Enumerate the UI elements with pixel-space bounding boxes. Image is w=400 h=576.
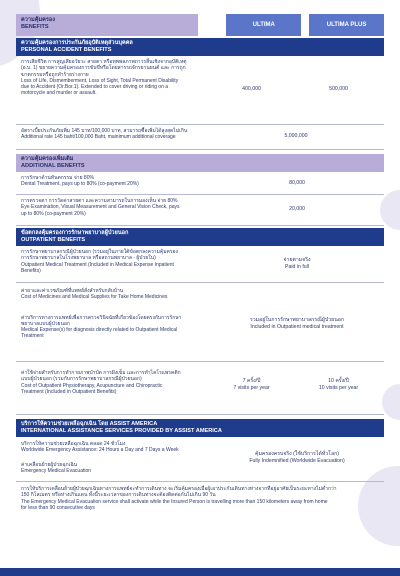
value-en: 10 visits per year xyxy=(318,384,359,391)
value-th: รวมอยู่ในการรักษาพยาบาลกรณีผู้ป่วยนอก xyxy=(249,317,345,323)
desc-line: ค่ายาและค่าเวชภัณฑ์ที่แพทย์สั่งสำหรับกลับบ้าน xyxy=(21,288,124,294)
desc-line: ฆาตกรรมหรือถูกทำร้ายร่างกาย xyxy=(21,71,89,78)
desc-line: ค่าใช้จ่ายสำหรับการทำกายภาพบำบัด การฝังเข็ม และการทำไคโรแพรคติก xyxy=(21,370,181,376)
shared-value xyxy=(222,317,372,330)
shared-value xyxy=(232,451,362,464)
desc-line: Additional rate 145 baht/100,000 Baht, mainimum additional coverage xyxy=(21,134,176,141)
value-th: คุ้มครองครบจริง (ใช้บริการได้ทั่วโลก) xyxy=(255,451,339,457)
table-row-outpatient-treatment xyxy=(16,246,384,283)
footer-bar xyxy=(0,568,400,576)
desc-line: for less than 90 consecutive days xyxy=(21,504,95,511)
desc-line: up to 80% (co-payment 20%) xyxy=(21,210,86,217)
desc-line: (อ.บ. 1) ขยายความคุ้มครองการขับขี่หรือโดยสารรถจักรยานยนต์ และ การถูก xyxy=(21,65,186,72)
desc-line: motorcycle and murder or assault. xyxy=(21,90,97,97)
desc-line: พยาบาลแบบผู้ป่วยนอก xyxy=(21,320,70,327)
table-row-additional-rate xyxy=(16,125,384,150)
desc-line: Worldwide Emergency Assistance: 24 Hours a Day and 7 Days a Week xyxy=(21,447,179,454)
desc-line: Benefits) xyxy=(21,267,41,274)
section-additional-benefits xyxy=(16,154,384,172)
value-en: Included in Outpatient medical treatment xyxy=(250,323,344,330)
desc-line: การรักษาพยาบาลในโรงพยาบาล หรือสถานพยาบาล - ผู้ป่วยใน) xyxy=(21,255,156,262)
section-title-en: INTERNATIONAL ASSISTANCE SERVICES PROVIDED BY ASSIST AMERICA xyxy=(21,428,222,434)
table-header xyxy=(16,14,384,36)
table-row-physiotherapy xyxy=(16,362,384,415)
desc-line: การรักษาด้านทันตกรรม จ่าย 80% xyxy=(21,175,94,181)
plan-ultima-plus-header: ULTIMA PLUS xyxy=(309,14,384,36)
desc-line: Dental Treatment, pays up to 80% (co-payment 20%) xyxy=(21,181,139,188)
value-th: 10 ครั้ง/ปี xyxy=(328,378,349,384)
row-description xyxy=(16,246,208,277)
value-en: Paid in full xyxy=(285,263,309,270)
ultima-plus-value: 500,000 xyxy=(329,86,348,92)
ultima-value: 400,000 xyxy=(242,86,261,92)
section-title-th: ความคุ้มครองการประกันภัยอุบัติเหตุส่วนบุคคล xyxy=(21,40,133,46)
row-description xyxy=(16,56,208,100)
plan-ultima-header: ULTIMA xyxy=(226,14,301,36)
desc-line: Eye Examination, Visual Measurement and General Vision Check, pays xyxy=(21,204,180,211)
shared-value xyxy=(262,257,332,270)
desc-line: ค่าเคลื่อนย้ายผู้ป่วยฉุกเฉิน xyxy=(21,461,78,468)
desc-line: Outpatient Medical Treatment (Included in Medical Expense Inpatient xyxy=(21,261,174,268)
shared-value: 5,000,000 xyxy=(284,133,308,139)
benefits-header-en: BENEFITS xyxy=(21,24,49,30)
row-description xyxy=(16,482,384,514)
desc-line: Emergency Medical Evacuation xyxy=(21,467,92,474)
benefits-header-th: ความคุ้มครอง xyxy=(21,17,55,23)
section-title-en: OUTPATIENT BENEFITS xyxy=(21,237,86,243)
section-personal-accident xyxy=(16,38,384,56)
desc-line: Cost of Medicines and Medical Supplies for Take Home Medicines xyxy=(21,294,168,301)
desc-line: due to Accident (Or.Bor.1). Extended to cover driving or riding on a xyxy=(21,84,169,91)
row-description xyxy=(16,283,208,343)
desc-line: Treatment xyxy=(21,333,44,340)
ultima-value xyxy=(212,378,291,391)
value-th: จ่ายตามจริง xyxy=(283,257,311,263)
row-description xyxy=(16,362,208,398)
benefits-table xyxy=(16,14,384,522)
table-row-medicines-and-diagnosis xyxy=(16,283,384,362)
desc-line: แบบผู้ป่วยนอก (รวมกับการรักษาพยาบาลกรณีผู้ป่วยนอก) xyxy=(21,376,142,383)
section-title-en: PERSONAL ACCIDENT BENEFITS xyxy=(21,47,112,53)
value-en: Fully Indemnified (Worldwide Evacuation) xyxy=(249,457,345,464)
desc-line: การรักษาพยาบาลกรณีผู้ป่วยนอก (รวมอยู่ในภายใต้ข้อตกลงความคุ้มครอง xyxy=(21,249,178,255)
section-assistance-services xyxy=(16,419,384,437)
desc-line: Cost of Outpatient Physiotherapy, Acupuncture and Chiropractic xyxy=(21,382,163,389)
desc-line: Loss of Life, Dismemberment, Loss of Sight, Total Permanent Disability xyxy=(21,77,179,84)
section-title-th: บริการให้ความช่วยเหลือฉุกเฉิน โดย ASSIST AMERICA xyxy=(21,421,158,427)
benefits-header-label xyxy=(16,14,198,36)
desc-line: Medical Expense(s) for diagnosis directly related to Outpatient Medical xyxy=(21,327,178,334)
table-row-eye-exam xyxy=(16,195,384,226)
table-row-evacuation-note xyxy=(16,482,384,522)
section-title-en: ADDITIONAL BENEFITS xyxy=(21,163,85,169)
desc-line: 150 กิโลเมตร หรือห่างเกินแดน ทั้งนี้ระยะเวลาของการเดินทางจะต้องติดต่อกันไม่เกิน 90 วัน xyxy=(21,492,216,499)
desc-line: บริการให้ความช่วยเหลือฉุกเฉิน ตลอด 24 ชั่วโมง xyxy=(21,441,126,447)
value-en: 7 visits per year xyxy=(233,384,270,391)
decorative-circle-right-lower xyxy=(382,384,400,420)
row-description xyxy=(16,195,208,220)
desc-line: The Emergency Medical Evacuation service shall activate while the Insured Person is travelling more than 150 kilometers away from home xyxy=(21,498,328,505)
shared-value: 20,000 xyxy=(289,206,305,212)
desc-line: การเสียชีวิต การสูญเสียอวัยวะ สายตา หรือทุพพลภาพถาวรสิ้นเชิงจากอุบัติเหตุ xyxy=(21,59,187,65)
table-row-emergency-assistance xyxy=(16,437,384,482)
desc-line: การตรวจตา การวัดค่าสายตา และความสามารถในการมองเห็น จ่าย 80% xyxy=(21,198,178,204)
shared-value: 80,000 xyxy=(289,180,305,186)
desc-line: การให้บริการเคลื่อนย้ายผู้ป่วยฉุกเฉินทางการแพทย์จะทำการเดินทาง จะเริ่มคุ้มครองเมื่อผู้เอาประกันเดินทางห่างจากที่อยู่อาศัยเป็นระยะทางไม่ต่ำกว่า xyxy=(21,486,337,492)
desc-line: Treatment (Included in Outpatient Benefits) xyxy=(21,388,117,395)
ultima-plus-value xyxy=(299,378,378,391)
value-th: 7 ครั้ง/ปี xyxy=(242,378,261,384)
row-description xyxy=(16,125,256,144)
table-row-accidental-death xyxy=(16,56,384,125)
desc-line: ค่าบริการทางการแพทย์เพื่อการตรวจวินิจฉัยที่เกี่ยวข้องโดยตรงกับการรักษา xyxy=(21,314,182,321)
row-description xyxy=(16,437,236,477)
section-title-th: ข้อตกลงคุ้มครองการรักษาพยาบาลผู้ป่วยนอก xyxy=(21,230,129,236)
desc-line: อัตราเบี้ยประกันภัยเพิ่ม 145 บาท/100,000 บาท, สามารถซื้อเพิ่มได้สูงสุดไม่เกิน xyxy=(21,128,188,134)
table-row-dental xyxy=(16,172,384,195)
row-description xyxy=(16,172,208,191)
section-title-th: ความคุ้มครองเพิ่มเติม xyxy=(21,156,74,162)
section-outpatient-benefits xyxy=(16,228,384,246)
